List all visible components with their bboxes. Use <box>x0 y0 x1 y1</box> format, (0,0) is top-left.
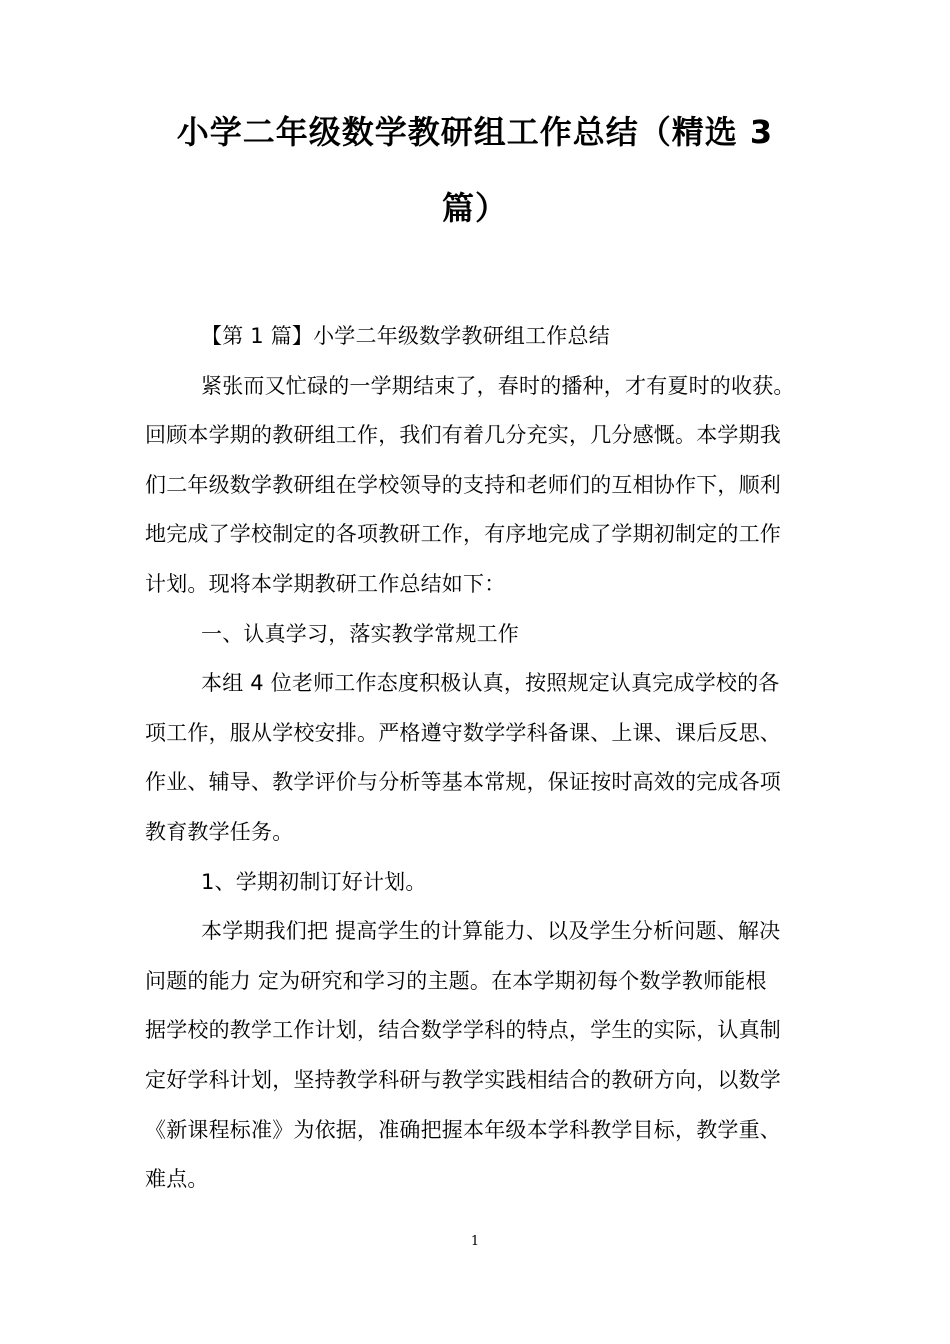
paragraph-line: 《新课程标准》为依据，准确把握本年级本学科教学目标，教学重、 <box>145 1117 781 1142</box>
page-number: 1 <box>470 1234 480 1249</box>
document-body <box>145 312 810 1205</box>
paragraph-line: 作业、辅导、教学评价与分析等基本常规，保证按时高效的完成各项 <box>145 770 781 795</box>
paragraph-line: 地完成了学校制定的各项教研工作，有序地完成了学期初制定的工作 <box>145 522 781 547</box>
paragraph-line: 紧张而又忙碌的一学期结束了，春时的播种，才有夏时的收获。 <box>201 373 795 398</box>
paragraph-line: 难点。 <box>145 1167 209 1192</box>
paragraph-line: 本学期我们把 提高学生的计算能力、以及学生分析问题、解决 <box>201 919 781 944</box>
paragraph-line: 定好学科计划，坚持教学科研与教学实践相结合的教研方向，以数学 <box>145 1067 781 1092</box>
document-title-line-1: 小学二年级数学教研组工作总结（精选 3 <box>176 113 774 151</box>
paragraph-line: 一、认真学习，落实教学常规工作 <box>201 621 519 646</box>
paragraph-line: 项工作，服从学校安排。严格遵守数学学科备课、上课、课后反思、 <box>145 720 781 745</box>
paragraph-line: 回顾本学期的教研组工作，我们有着几分充实，几分感慨。本学期我 <box>145 423 781 448</box>
paragraph-line: 【第 1 篇】小学二年级数学教研组工作总结 <box>201 324 610 348</box>
paragraph-line: 问题的能力 定为研究和学习的主题。在本学期初每个数学教师能根 <box>145 968 767 993</box>
paragraph-line: 1、学期初制订好计划。 <box>201 869 427 894</box>
paragraph-line: 据学校的教学工作计划，结合数学学科的特点，学生的实际，认真制 <box>145 1018 781 1043</box>
paragraph-line: 计划。现将本学期教研工作总结如下： <box>145 571 506 596</box>
paragraph-line: 教育教学任务。 <box>145 819 294 844</box>
document-title-line-2: 篇） <box>441 189 508 227</box>
paragraph-line: 本组 4 位老师工作态度积极认真，按照规定认真完成学校的各 <box>201 671 780 696</box>
paragraph-line: 们二年级数学教研组在学校领导的支持和老师们的互相协作下，顺利 <box>145 472 781 497</box>
